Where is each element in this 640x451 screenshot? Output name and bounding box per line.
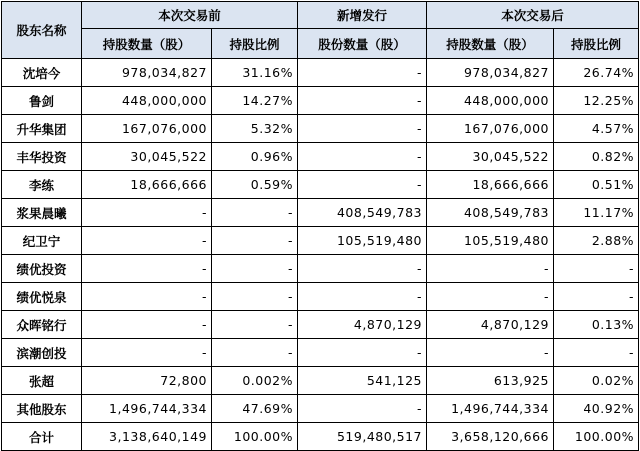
table-row — [2, 171, 639, 199]
before-shares: 448,000,000 — [82, 87, 212, 115]
after-ratio: 11.17% — [554, 199, 639, 227]
shareholder-name: 浆果晨曦 — [2, 199, 82, 227]
shareholder-name: 滨潮创投 — [2, 339, 82, 367]
table-row — [2, 143, 639, 171]
before-shares: 18,666,666 — [82, 171, 212, 199]
shareholder-name: 众晖铭行 — [2, 311, 82, 339]
new-shares: 541,125 — [298, 367, 427, 395]
before-shares: 978,034,827 — [82, 59, 212, 87]
shareholder-name: 鲁剑 — [2, 87, 82, 115]
after-ratio: - — [554, 255, 639, 283]
after-ratio: 4.57% — [554, 115, 639, 143]
before-shares: - — [82, 339, 212, 367]
before-ratio: - — [212, 227, 298, 255]
header-after: 本次交易后 — [427, 2, 639, 29]
before-shares: 72,800 — [82, 367, 212, 395]
before-ratio: 14.27% — [212, 87, 298, 115]
header-new-issue: 新增发行 — [298, 2, 427, 29]
table-row — [2, 311, 639, 339]
table-row — [2, 199, 639, 227]
shareholder-name: 绩优悦泉 — [2, 283, 82, 311]
total-before-shares: 3,138,640,149 — [82, 423, 212, 451]
header-before-shares: 持股数量（股） — [82, 29, 212, 59]
new-shares: 408,549,783 — [298, 199, 427, 227]
new-shares: - — [298, 87, 427, 115]
after-ratio: 0.13% — [554, 311, 639, 339]
before-shares: 30,045,522 — [82, 143, 212, 171]
new-shares: - — [298, 283, 427, 311]
shareholder-name: 丰华投资 — [2, 143, 82, 171]
new-shares: - — [298, 395, 427, 423]
table-row — [2, 227, 639, 255]
shareholder-name: 其他股东 — [2, 395, 82, 423]
after-ratio: 12.25% — [554, 87, 639, 115]
new-shares: 105,519,480 — [298, 227, 427, 255]
new-shares: - — [298, 115, 427, 143]
table-row — [2, 87, 639, 115]
shareholder-name: 升华集团 — [2, 115, 82, 143]
new-shares: - — [298, 255, 427, 283]
total-after-shares: 3,658,120,666 — [427, 423, 554, 451]
table-row — [2, 283, 639, 311]
shareholder-name: 李练 — [2, 171, 82, 199]
header-row-1 — [2, 2, 639, 29]
table-row — [2, 395, 639, 423]
after-ratio: 2.88% — [554, 227, 639, 255]
before-ratio: 31.16% — [212, 59, 298, 87]
new-shares: 4,870,129 — [298, 311, 427, 339]
before-ratio: 0.59% — [212, 171, 298, 199]
header-after-shares: 持股数量（股） — [427, 29, 554, 59]
shareholder-name: 纪卫宁 — [2, 227, 82, 255]
before-shares: - — [82, 227, 212, 255]
after-ratio: 0.02% — [554, 367, 639, 395]
shareholder-name: 张超 — [2, 367, 82, 395]
before-ratio: - — [212, 283, 298, 311]
header-row-2 — [2, 29, 639, 59]
after-shares: 1,496,744,334 — [427, 395, 554, 423]
table-row — [2, 339, 639, 367]
before-ratio: - — [212, 255, 298, 283]
before-shares: - — [82, 199, 212, 227]
after-shares: 105,519,480 — [427, 227, 554, 255]
shareholding-table — [1, 1, 639, 451]
total-after-ratio: 100.00% — [554, 423, 639, 451]
after-shares: - — [427, 255, 554, 283]
total-new-shares: 519,480,517 — [298, 423, 427, 451]
header-shareholder: 股东名称 — [2, 2, 82, 59]
after-shares: 4,870,129 — [427, 311, 554, 339]
before-ratio: 0.96% — [212, 143, 298, 171]
after-shares: 167,076,000 — [427, 115, 554, 143]
new-shares: - — [298, 59, 427, 87]
after-shares: - — [427, 283, 554, 311]
new-shares: - — [298, 143, 427, 171]
header-issued-shares: 股份数量（股） — [298, 29, 427, 59]
before-ratio: - — [212, 339, 298, 367]
before-ratio: 47.69% — [212, 395, 298, 423]
before-shares: - — [82, 255, 212, 283]
before-shares: - — [82, 311, 212, 339]
shareholder-name: 沈培今 — [2, 59, 82, 87]
before-ratio: - — [212, 311, 298, 339]
table-row — [2, 59, 639, 87]
after-shares: 408,549,783 — [427, 199, 554, 227]
table-row — [2, 367, 639, 395]
before-ratio: - — [212, 199, 298, 227]
header-before-ratio: 持股比例 — [212, 29, 298, 59]
after-shares: - — [427, 339, 554, 367]
after-ratio: 26.74% — [554, 59, 639, 87]
shareholder-name: 绩优投资 — [2, 255, 82, 283]
total-before-ratio: 100.00% — [212, 423, 298, 451]
table-row — [2, 115, 639, 143]
after-ratio: - — [554, 339, 639, 367]
before-shares: 167,076,000 — [82, 115, 212, 143]
after-shares: 448,000,000 — [427, 87, 554, 115]
before-shares: - — [82, 283, 212, 311]
new-shares: - — [298, 339, 427, 367]
after-ratio: - — [554, 283, 639, 311]
total-label: 合计 — [2, 423, 82, 451]
after-ratio: 0.82% — [554, 143, 639, 171]
header-after-ratio: 持股比例 — [554, 29, 639, 59]
after-ratio: 40.92% — [554, 395, 639, 423]
after-shares: 978,034,827 — [427, 59, 554, 87]
after-shares: 18,666,666 — [427, 171, 554, 199]
before-ratio: 0.002% — [212, 367, 298, 395]
table-row — [2, 255, 639, 283]
after-shares: 30,045,522 — [427, 143, 554, 171]
header-before: 本次交易前 — [82, 2, 298, 29]
after-shares: 613,925 — [427, 367, 554, 395]
new-shares: - — [298, 171, 427, 199]
before-shares: 1,496,744,334 — [82, 395, 212, 423]
before-ratio: 5.32% — [212, 115, 298, 143]
after-ratio: 0.51% — [554, 171, 639, 199]
